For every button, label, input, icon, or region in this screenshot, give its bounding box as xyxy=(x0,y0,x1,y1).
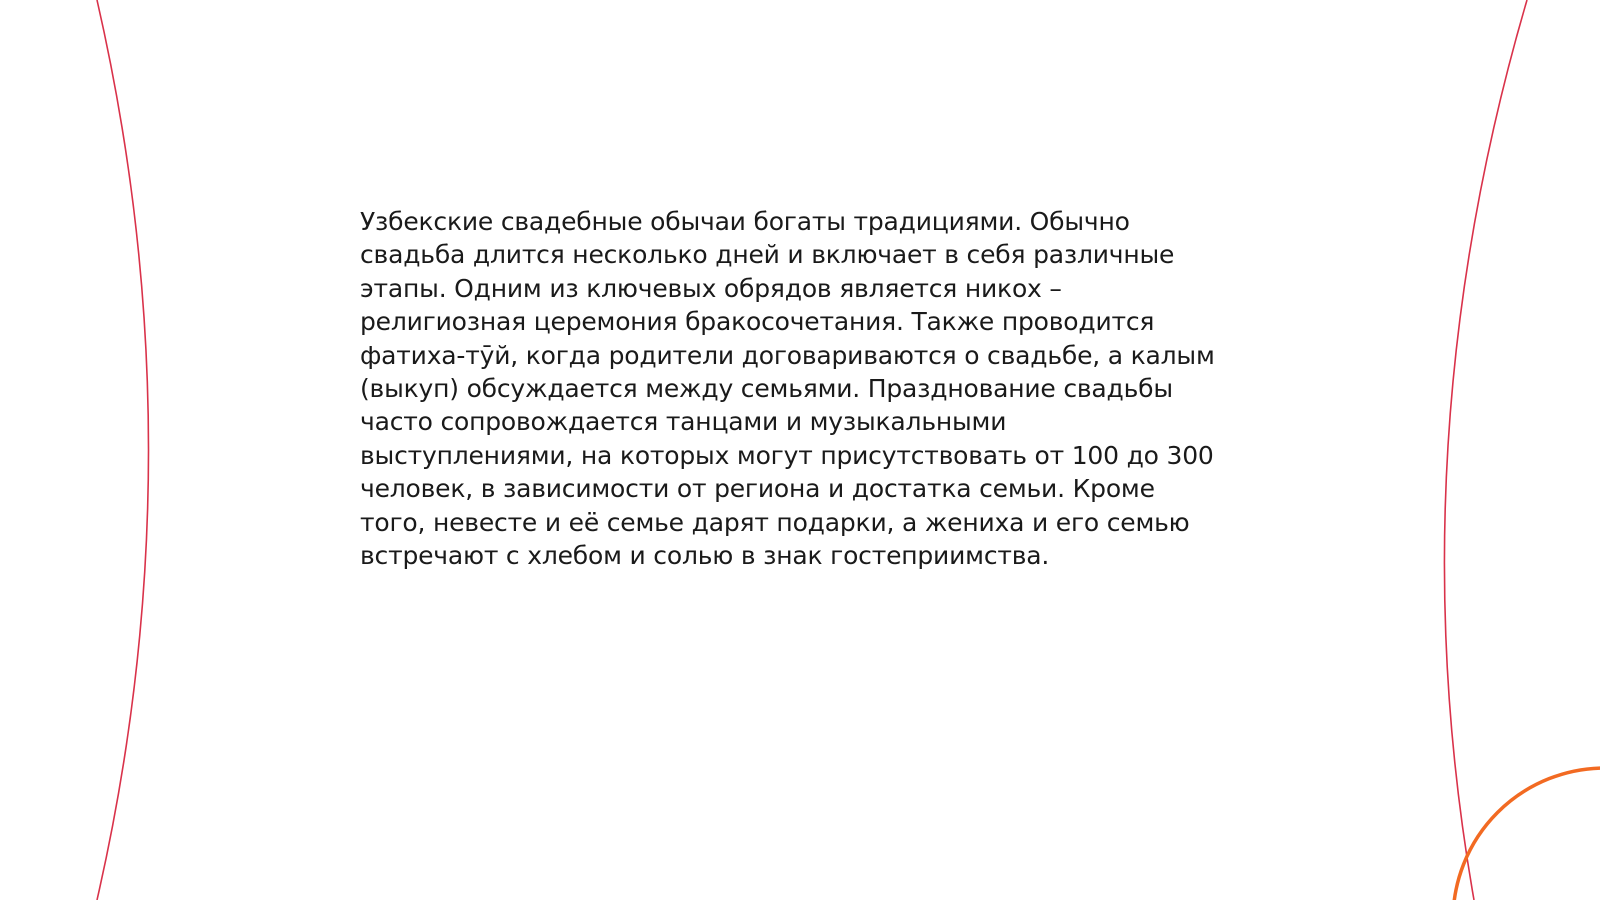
left-curve-line xyxy=(97,0,149,900)
slide-body-text: Узбекские свадебные обычаи богаты традициями. Обычно свадьба длится несколько дней и включает в себя различные этапы. Одним из ключевых обрядов является никох – религиозная церемония бракосочетания. Также проводится фатиха-тӯй, когда родители договариваются о свадьбе, а калым (выкуп) обсуждается между семьями. Празднование свадьбы часто сопровождается танцами и музыкальными выступлениями, на которых могут присутствовать от 100 до 300 человек, в зависимости от региона и достатка семьи. Кроме того, невесте и её семье дарят подарки, а жениха и его семью встречают с хлебом и солью в знак гостеприимства. xyxy=(360,207,1215,571)
right-curve-line xyxy=(1444,0,1527,900)
orange-circle-arc xyxy=(1453,768,1600,900)
